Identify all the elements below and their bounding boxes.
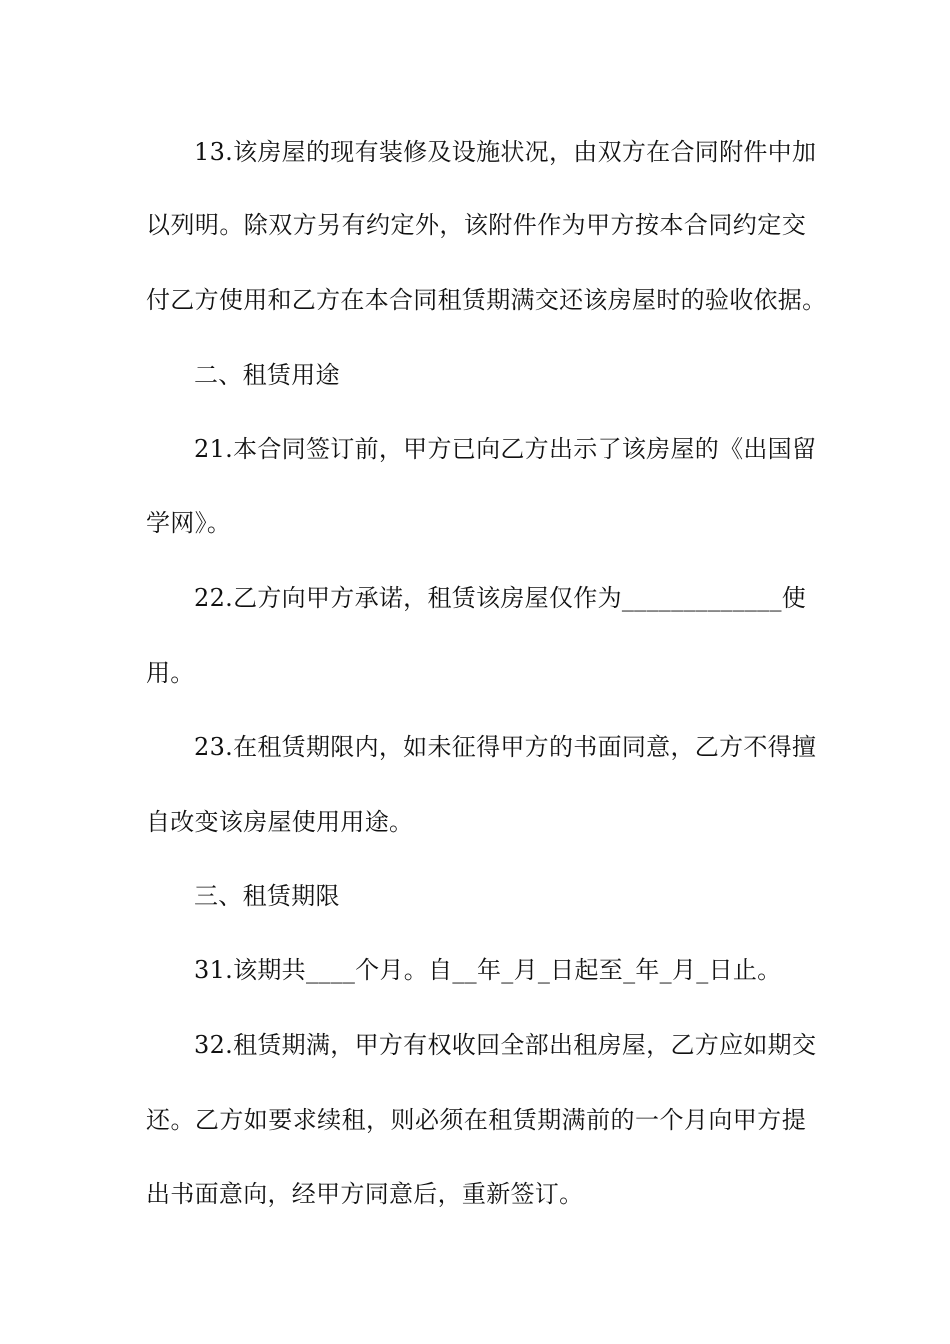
clause-13-line-3: 付乙方使用和乙方在本合同租赁期满交还该房屋时的验收依据。 [146, 286, 827, 314]
clause-22-line-2: 用。 [146, 659, 195, 687]
clause-21-line-2: 学网》。 [146, 509, 232, 537]
clause-23-line-2: 自改变该房屋使用用途。 [146, 808, 414, 836]
clause-32-line-1: 32.租赁期满，甲方有权收回全部出租房屋，乙方应如期交 [194, 1031, 817, 1059]
clause-13-line-1: 13.该房屋的现有装修及设施状况，由双方在合同附件中加 [194, 138, 817, 166]
section-heading-lease-purpose: 二、租赁用途 [194, 361, 340, 389]
clause-32-line-3: 出书面意向，经甲方同意后，重新签订。 [146, 1180, 584, 1208]
clause-21-line-1: 21.本合同签订前，甲方已向乙方出示了该房屋的《出国留 [194, 435, 817, 463]
clause-32-line-2: 还。乙方如要求续租，则必须在租赁期满前的一个月向甲方提 [146, 1106, 806, 1134]
clause-31-line-1: 31.该期共____个月。自__年_月_日起至_年_月_日止。 [194, 956, 782, 984]
section-heading-lease-term: 三、租赁期限 [194, 882, 340, 910]
clause-13-line-2: 以列明。除双方另有约定外，该附件作为甲方按本合同约定交 [146, 211, 806, 239]
clause-23-line-1: 23.在租赁期限内，如未征得甲方的书面同意，乙方不得擅 [194, 733, 817, 761]
clause-22-line-1: 22.乙方向甲方承诺，租赁该房屋仅作为_____________使 [194, 584, 807, 612]
